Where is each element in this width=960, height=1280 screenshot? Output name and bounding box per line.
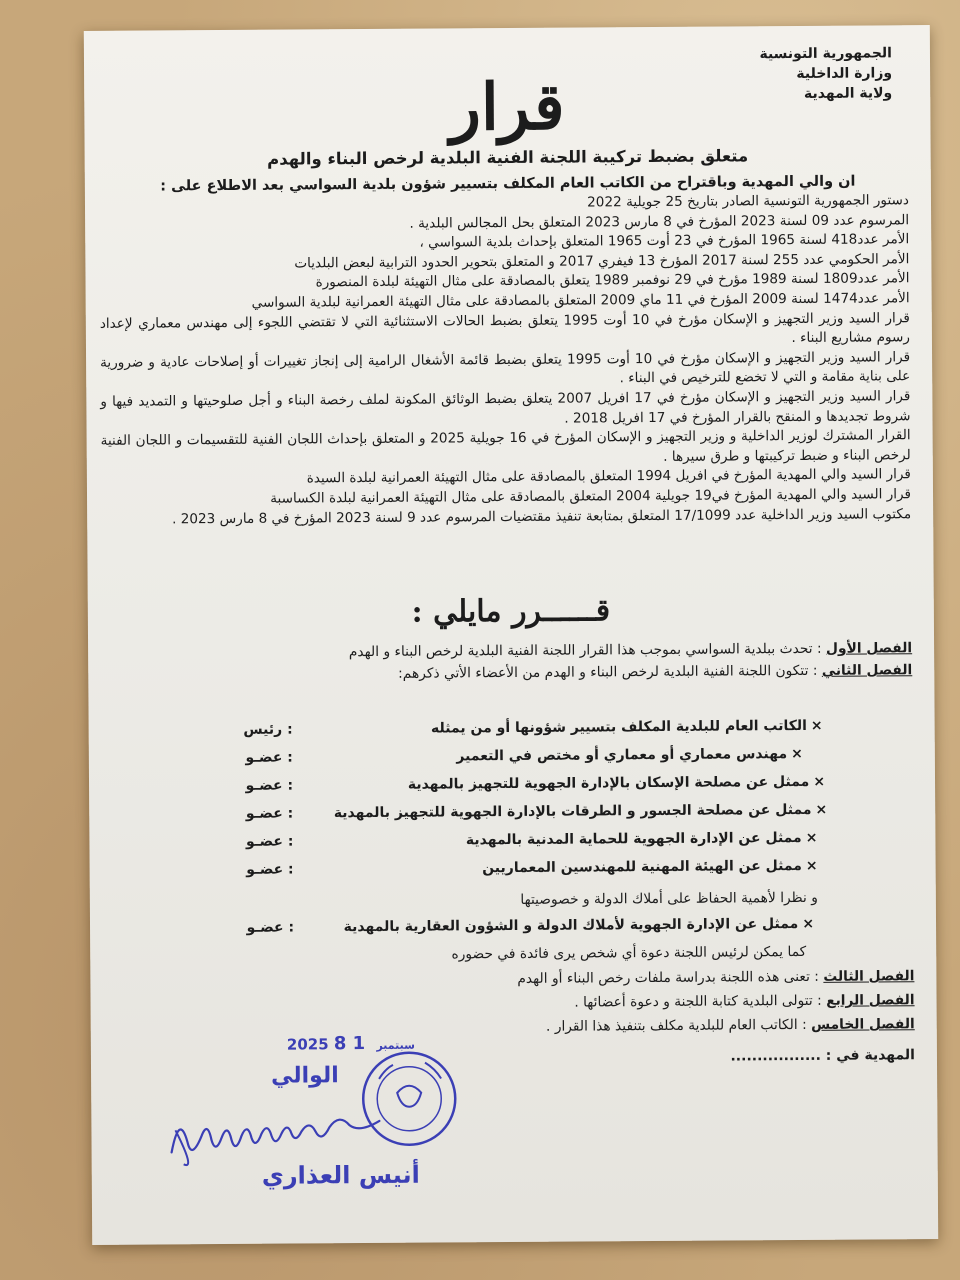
article-5 — [105, 1015, 915, 1040]
document-subtitle: متعلق بضبط تركيبة اللجنة الفنية البلدية لرخص البناء والهدم — [267, 146, 749, 169]
place-date-label: المهدية في : ................. — [730, 1047, 915, 1065]
reference-item: قرار السيد والي المهدية المؤرخ في افريل 1994 المتعلق بالمصادقة على مثال التهيئة العمرانية لبلدة السيدة — [306, 466, 911, 487]
member-role: : عضـو — [246, 861, 294, 878]
member-role: : عضـو — [245, 749, 293, 766]
signatory-name: أنيس العذاري — [261, 1160, 420, 1190]
member-mark: × — [802, 915, 815, 932]
member-name: ممثل عن مصلحة الإسكان بالإدارة الجهوية للتجهيز بالمهدية — [407, 773, 810, 793]
date-stamp-month: سبتمبر — [376, 1038, 415, 1052]
member-mark: × — [805, 829, 818, 846]
article-5-label: الفصل الخامس — [811, 1016, 915, 1033]
article-2-label: الفصل الثاني — [821, 662, 913, 679]
reference-item: الأمر الحكومي عدد 255 لسنة 2017 المؤرخ 13 فيفري 2017 و المتعلق بتحوير الحدود الترابية لبعض البلديات — [294, 250, 910, 272]
reference-item: قرار السيد وزير التجهيز و الإسكان مؤرخ في 10 أوت 1995 يتعلق بضبط قائمة الأشغال الرامية إلى إنجاز تغييرات أو إصلاحات عادية و ضرورية على بناية مقامة و التي لا تخضع للترخيص في البناء . — [100, 348, 911, 387]
article-4-label: الفصل الرابع — [826, 992, 915, 1009]
member-name: ممثل عن الإدارة الجهوية للحماية المدنية بالمهدية — [465, 829, 802, 849]
reference-item: قرار السيد وزير التجهيز و الإسكان مؤرخ في 17 افريل 2007 يتعلق بضبط الوثائق المكونة لملف رخصة البناء و أجل صلوحيتها و التمديد فيها و شروط تجديدها و المنقح بالقرار المؤرخ في 17 افريل 2018 . — [100, 388, 911, 427]
reference-item: القرار المشترك لوزير الداخلية و وزير التجهيز و الإسكان المؤرخ في 16 جويلية 2025 و المتعلق بإحداث اللجان الفنية للتقسيمات و اللجان الفنية لرخص البناء و ضبط تركيبتها و طرق سيرها . — [100, 427, 911, 465]
date-stamp-day: 1 8 — [333, 1033, 366, 1055]
member-mark: × — [813, 773, 826, 790]
member-name: ممثل عن مصلحة الجسور و الطرقات بالإدارة الجهوية للتجهيز بالمهدية — [333, 801, 812, 822]
article-3-label: الفصل الثالث — [823, 968, 915, 985]
note-invite: كما يمكن لرئيس اللجنة دعوة أي شخص يرى فائدة في حضوره — [451, 943, 807, 963]
member-name: مهندس معماري أو معماري أو مختص في التعمير — [456, 746, 788, 765]
reference-item: قرار السيد وزير التجهيز و الإسكان مؤرخ في 10 أوت 1995 يتعلق بضبط الحالات الاستثنائية التي لا تقتضي اللجوء إلى مهندس معماري لإعداد رسوم مشاريع البناء . — [99, 309, 910, 347]
letterhead-governorate: ولاية المهدية — [803, 85, 893, 102]
reference-item: قرار السيد والي المهدية المؤرخ في19 جويلية 2004 المتعلق بالمصادقة على مثال التهيئة العمرانية لبلدة الكساسبة — [270, 486, 912, 507]
member-role: : عضـو — [245, 777, 294, 794]
member-role: : عضـو — [245, 805, 294, 822]
letterhead-ministry: وزارة الداخلية — [796, 65, 893, 82]
article-2-text: : تتكون اللجنة الفنية البلدية لرخص البناء و الهدم من الأعضاء الأتي ذكرهم: — [398, 662, 818, 682]
note-state-property: و نظرا لأهمية الحفاظ على أملاك الدولة و خصوصيتها — [520, 889, 818, 908]
reference-item: الأمر عدد1809 لسنة 1989 مؤرخ في 29 نوفمبر 1989 يتعلق بالمصادقة على مثال التهيئة لبلدة المنصورة — [315, 270, 910, 291]
document-title: قرار — [449, 69, 565, 146]
references-block — [99, 191, 911, 530]
article-2 — [102, 661, 912, 686]
member-role: : عضـو — [245, 833, 294, 850]
member-row — [104, 857, 914, 891]
member-mark: × — [791, 745, 803, 763]
document-page — [84, 25, 938, 1245]
article-1-text: : تحدث ببلدية السواسي بموجب هذا القرار اللجنة الفنية البلدية لرخص البناء و الهدم — [348, 640, 822, 661]
signature-area — [161, 1058, 492, 1220]
signatory-title: الوالي — [270, 1063, 339, 1089]
member-name: الكاتب العام للبلدية المكلف بتسيير شؤونها أو من يمثله — [430, 717, 807, 737]
member-name: ممثل عن الهيئة المهنية للمهندسين المعماريين — [482, 857, 802, 877]
member-name: ممثل عن الإدارة الجهوية لأملاك الدولة و الشؤون العقارية بالمهدية — [343, 916, 799, 936]
member-mark: × — [810, 717, 823, 734]
reference-item: مكتوب السيد وزير الداخلية عدد 17/1099 المتعلق بمتابعة تنفيذ مقتضيات المرسوم عدد 9 لسنة 2023 المؤرخ في 8 مارس 2023 . — [171, 505, 912, 527]
decision-heading: قــــــرر مايلي : — [411, 593, 611, 630]
reference-item: الأمر عدد418 لسنة 1965 المؤرخ في 23 أوت 1965 المتعلق بإحداث بلدية السواسي ، — [419, 231, 910, 251]
date-stamp-year: 2025 — [286, 1035, 329, 1054]
members-list — [103, 717, 914, 891]
article-3-text: : تعنى هذه اللجنة بدراسة ملفات رخص البناء أو الهدم — [517, 968, 819, 987]
article-5-text: : الكاتب العام للبلدية مكلف بتنفيذ هذا القرار . — [545, 1016, 807, 1035]
article-4-text: : تتولى البلدية كتابة اللجنة و دعوة أعضائها . — [574, 992, 822, 1011]
reference-item: الأمر عدد1474 لسنة 2009 المؤرخ في 11 ماي 2009 المتعلق بالمصادقة على مثال التهيئة العمرانية لبلدية السواسي — [251, 290, 910, 311]
member-role: : رئيس — [243, 721, 293, 738]
article-1 — [102, 639, 912, 664]
handwritten-signature-icon — [161, 1099, 421, 1171]
intro-line: ان والي المهدية وباقتراح من الكاتب العام المكلف بتسيير شؤون بلدية السواسي بعد الاطلاع على : — [160, 173, 856, 195]
member-role: : عضـو — [246, 919, 295, 936]
article-4 — [105, 991, 915, 1016]
article-1-label: الفصل الأول — [825, 640, 913, 657]
letterhead-republic: الجمهورية التونسية — [759, 45, 893, 63]
member-mark: × — [805, 857, 818, 874]
reference-item: دستور الجمهورية التونسية الصادر بتاريخ 25 جويلية 2022 — [587, 192, 910, 211]
reference-item: المرسوم عدد 09 لسنة 2023 المؤرخ في 8 مارس 2023 المتعلق بحل المجالس البلدية . — [409, 211, 910, 232]
member-mark: × — [815, 801, 828, 818]
article-3 — [104, 967, 914, 992]
